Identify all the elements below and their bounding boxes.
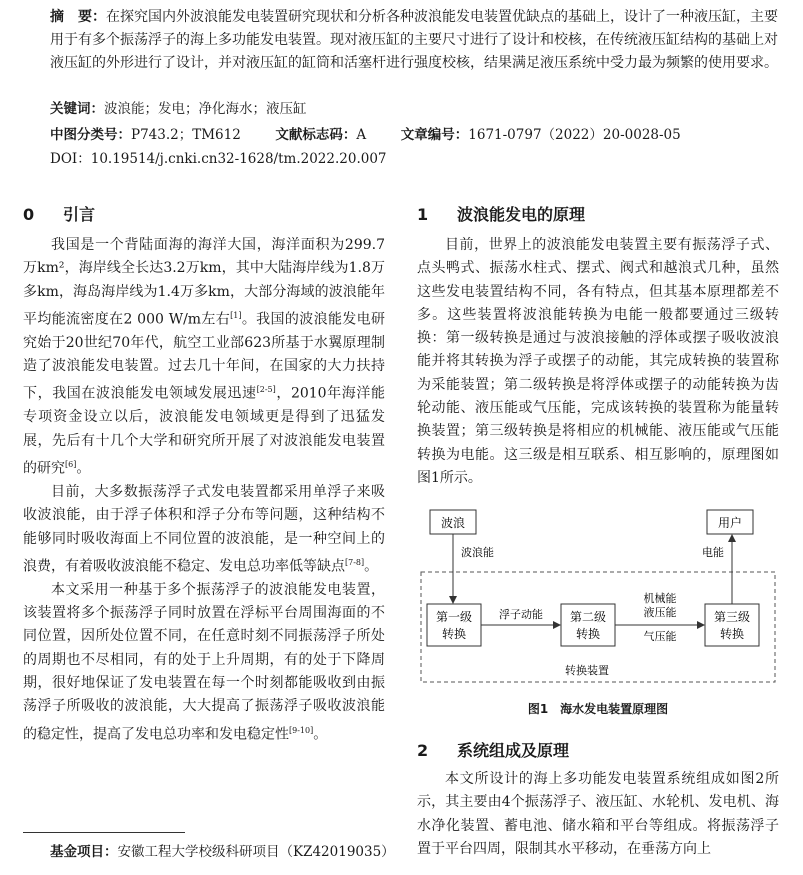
- classification: [50, 124, 681, 146]
- abstract: [50, 6, 780, 75]
- section1-para1: 目前，世界上的波浪能发电装置主要有振荡浮子式、点头鸭式、振荡水柱式、摆式、阀式和越浪式几种，虽然这些发电装置结构不同，各有特点，但其基本原理都差不多。这些装置将波浪能转换为电能一般都要通过三级转换：第一级转换是通过与波浪接触的浮体或摆子吸收波浪能并将其转换为浮子或摆子的动能，其完成转换的装置称为采能装置；第二级转换是将浮体或摆子的动能转换为齿轮动能、液压能或气压能，完成该转换的装置称为能量转换装置；第三级转换是将相应的机械能、液压能或气压能转换为电能。这三级是相互联系、相互影响的，原理图如图1所示。: [417, 237, 779, 486]
- section2-para1: 本文所设计的海上多功能发电装置系统组成如图2所示，其主要由4个振荡浮子、液压缸、水轮机、发电机、海水净化装置、蓄电池、储水箱和平台等组成。将振荡浮子置于平台四周，限制其水平移动，在垂荡方向上: [417, 771, 779, 857]
- section2-heading: [417, 738, 779, 761]
- footnote-rule: [23, 832, 185, 833]
- wave-energy-label: 波浪能: [461, 546, 494, 559]
- gas-energy-label: 气压能: [643, 630, 677, 643]
- clc-label: 中图分类号：: [50, 127, 131, 143]
- footnote: [50, 840, 395, 860]
- section0-para1: 我国是一个背陆面海的海洋大国，海洋面积为299.7万km²，海岸线全长达3.2万km，其中大陆海岸线为1.8万多km，海岛海岸线为1.4万多km，大部分海域的波浪能年平均能流密度在2 000 W/m左右[1]。我国的波浪能发电研究始于20世纪70年代，航空工业部623所基于水翼原理制造了波浪能发电装置。过去几十年间，在国家的大力扶持下，我国在波浪能发电领域发展迅速[2-5]，2010年海洋能专项资金设立以后，波浪能发电领域更是得到了迅猛发展，先后有十几个大学和研究所开展了对波浪能发电装置的研究[6]。: [23, 237, 385, 477]
- keywords-label: 关键词：: [50, 101, 104, 117]
- section0-heading: [23, 202, 385, 225]
- stage2-line1: 第二级: [569, 610, 607, 624]
- section2-body: [417, 768, 779, 861]
- figure1-diagram: [417, 500, 779, 695]
- section2-num: 2: [417, 741, 429, 760]
- figure1-caption: 图1 海水发电装置原理图: [527, 702, 669, 716]
- art-label: 文章编号：: [400, 127, 469, 143]
- section0-body: [23, 234, 385, 747]
- keywords: [50, 98, 307, 120]
- clc-value: P743.2；TM612: [131, 127, 241, 143]
- section0-num: 0: [23, 205, 35, 224]
- stage2-line2: 转换: [575, 627, 601, 641]
- section0-title: 引言: [63, 205, 96, 224]
- section1-num: 1: [417, 205, 429, 224]
- electric-energy-label: 电能: [702, 546, 724, 559]
- keywords-text: 波浪能；发电；净化海水；液压缸: [104, 101, 307, 117]
- abstract-label: 摘 要：: [50, 9, 106, 25]
- footnote-text: 安徽工程大学校级科研项目（KZ42019035）: [117, 844, 395, 860]
- user-label: 用户: [717, 516, 743, 530]
- doi: DOI：10.19514/j.cnki.cn32-1628/tm.2022.20.007: [50, 151, 387, 167]
- art-value: 1671-0797（2022）20-0028-05: [468, 127, 681, 143]
- wave-label: 波浪: [440, 516, 466, 530]
- stage1-line2: 转换: [441, 627, 467, 641]
- stage1-line1: 第一级: [435, 610, 473, 624]
- section1-body: [417, 234, 779, 490]
- mech-energy-label: 机械能: [643, 592, 677, 605]
- stage3-line2: 转换: [719, 627, 745, 641]
- stage3-line1: 第三级: [713, 610, 751, 624]
- section0-para3: 本文采用一种基于多个振荡浮子的波浪能发电装置，该装置将多个振荡浮子同时放置在浮标平台周围海面的不同位置，因所处位置不同，在任意时刻不同振荡浮子所处的周期也不尽相同，有的处于上升周期，有的处于下降周期，很好地保证了发电装置在每一个时刻都能吸收到由振荡浮子所吸收的波浪能，大大提高了振荡浮子吸收波浪能的稳定性，提高了发电总功率和发电稳定性[9-10]。: [23, 581, 385, 743]
- section1-heading: [417, 202, 779, 225]
- section0-para2: 目前，大多数振荡浮子式发电装置都采用单浮子来吸收波浪能，由于浮子体积和浮子分布等问题，这种结构不能够同时吸收海面上不同位置的波浪能，是一种空间上的浪费，有着吸收波浪能不稳定、发电总功率低等缺点[7-8]。: [23, 483, 385, 575]
- footnote-label: 基金项目：: [50, 844, 118, 860]
- section2-title: 系统组成及原理: [457, 741, 570, 760]
- float-energy-label: 浮子动能: [499, 608, 543, 621]
- hyd-energy-label: 液压能: [643, 606, 677, 619]
- abstract-text: 在探究国内外波浪能发电装置研究现状和分析各种波浪能发电装置优缺点的基础上，设计了一种液压缸，主要用于有多个振荡浮子的海上多功能发电装置。现对液压缸的主要尺寸进行了设计和校核，在传统液压缸结构的基础上对液压缸的外形进行了设计，并对液压缸的缸筒和活塞杆进行强度校核，结果满足液压系统中受力最为频繁的使用要求。: [50, 9, 778, 71]
- device-label: 转换装置: [565, 664, 609, 677]
- section1-title: 波浪能发电的原理: [457, 205, 586, 224]
- doc-value: A: [356, 127, 367, 143]
- doc-label: 文献标志码：: [275, 127, 357, 143]
